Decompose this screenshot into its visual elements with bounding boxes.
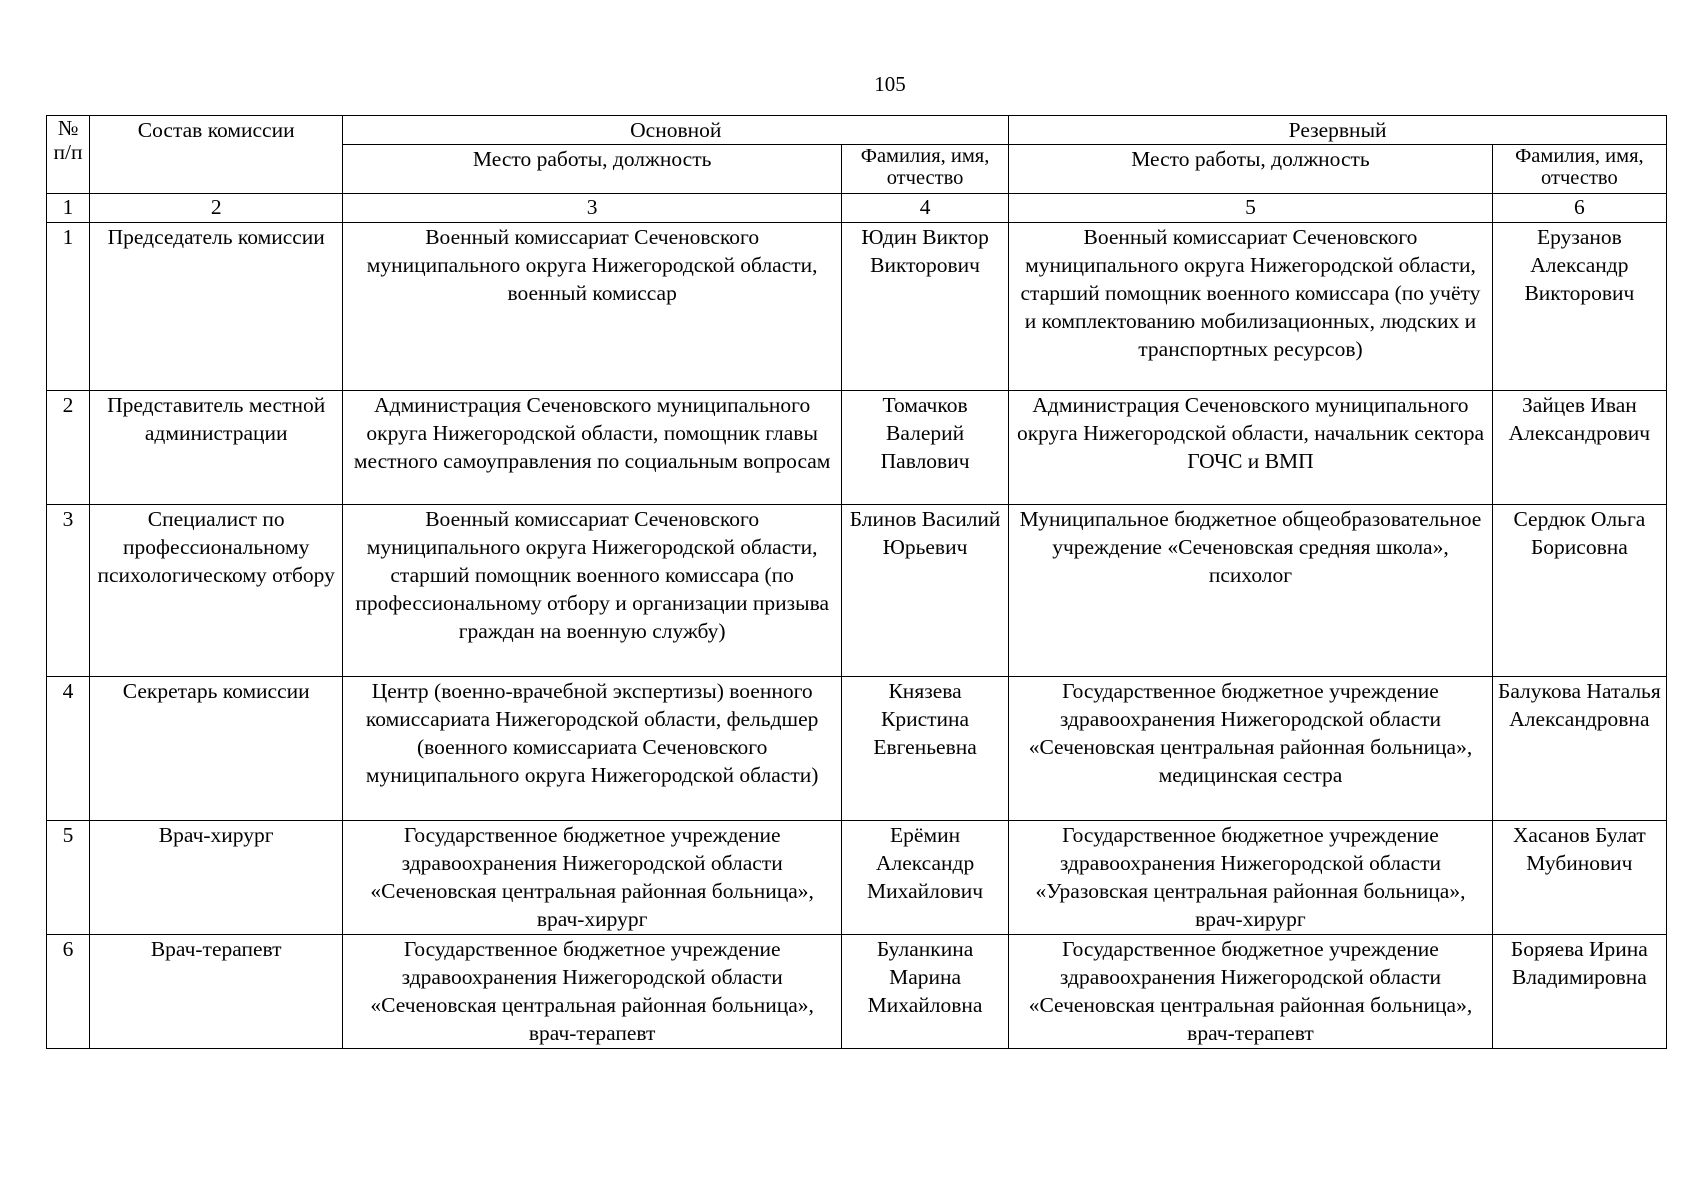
row-main-workplace: Администрация Сеченовского муниципального округа Нижегородской области, помощник главы местного самоуправления по социальным вопросам: [343, 391, 842, 505]
table-row: [47, 821, 1667, 935]
header-composition: Состав комиссии: [90, 116, 343, 194]
row-main-workplace: Военный комиссариат Сеченовского муниципального округа Нижегородской области, военный комиссар: [343, 223, 842, 391]
row-main-fio: Буланкина Марина Михайловна: [841, 935, 1008, 1049]
row-reserve-fio: Боряева Ирина Владимировна: [1492, 935, 1666, 1049]
row-num: 6: [47, 935, 90, 1049]
header-reserve-workplace: Место работы, должность: [1009, 145, 1493, 194]
row-main-fio: Ерёмин Александр Михайлович: [841, 821, 1008, 935]
row-reserve-workplace: Муниципальное бюджетное общеобразовательное учреждение «Сеченовская средняя школа», психолог: [1009, 505, 1493, 677]
table-row: [47, 505, 1667, 677]
row-reserve-workplace: Администрация Сеченовского муниципального округа Нижегородской области, начальник сектора ГОЧС и ВМП: [1009, 391, 1493, 505]
row-main-workplace: Центр (военно-врачебной экспертизы) военного комиссариата Нижегородской области, фельдшер (военного комиссариата Сеченовского муниципального округа Нижегородской области): [343, 677, 842, 821]
row-reserve-fio: Зайцев Иван Александрович: [1492, 391, 1666, 505]
column-number: 2: [90, 194, 343, 223]
page-number: 105: [874, 72, 906, 96]
row-reserve-workplace: Государственное бюджетное учреждение здравоохранения Нижегородской области «Уразовская центральная районная больница», врач-хирург: [1009, 821, 1493, 935]
row-role: Председатель комиссии: [90, 223, 343, 391]
row-role: Врач-терапевт: [90, 935, 343, 1049]
row-reserve-fio: Хасанов Булат Мубинович: [1492, 821, 1666, 935]
commission-table: [46, 115, 1667, 1049]
row-role: Специалист по профессиональному психологическому отбору: [90, 505, 343, 677]
row-num: 4: [47, 677, 90, 821]
row-main-workplace: Государственное бюджетное учреждение здравоохранения Нижегородской области «Сеченовская центральная районная больница», врач-терапевт: [343, 935, 842, 1049]
column-number: 4: [841, 194, 1008, 223]
row-reserve-fio: Ерузанов Александр Викторович: [1492, 223, 1666, 391]
row-main-fio: Блинов Василий Юрьевич: [841, 505, 1008, 677]
row-reserve-workplace: Военный комиссариат Сеченовского муниципального округа Нижегородской области, старший помощник военного комиссара (по учёту и комплектованию мобилизационных, людских и транспортных ресурсов): [1009, 223, 1493, 391]
row-num: 2: [47, 391, 90, 505]
header-main-workplace: Место работы, должность: [343, 145, 842, 194]
table-row: [47, 223, 1667, 391]
row-main-fio: Томачков Валерий Павлович: [841, 391, 1008, 505]
header-main-fio: Фамилия, имя, отчество: [841, 145, 1008, 194]
column-number: 1: [47, 194, 90, 223]
row-role: Представитель местной администрации: [90, 391, 343, 505]
header-reserve-group: Резервный: [1009, 116, 1667, 145]
row-main-workplace: Государственное бюджетное учреждение здравоохранения Нижегородской области «Сеченовская центральная районная больница», врач-хирург: [343, 821, 842, 935]
row-reserve-fio: Балукова Наталья Александровна: [1492, 677, 1666, 821]
row-num: 1: [47, 223, 90, 391]
header-reserve-fio: Фамилия, имя, отчество: [1492, 145, 1666, 194]
row-main-fio: Юдин Виктор Викторович: [841, 223, 1008, 391]
column-number-row: [47, 194, 1667, 223]
column-number: 5: [1009, 194, 1493, 223]
column-number: 6: [1492, 194, 1666, 223]
row-num: 5: [47, 821, 90, 935]
row-reserve-fio: Сердюк Ольга Борисовна: [1492, 505, 1666, 677]
header-row-groups: [47, 116, 1667, 145]
header-num: № п/п: [47, 116, 90, 194]
table-row: [47, 935, 1667, 1049]
column-number: 3: [343, 194, 842, 223]
row-role: Секретарь комиссии: [90, 677, 343, 821]
header-main-group: Основной: [343, 116, 1009, 145]
table-row: [47, 677, 1667, 821]
row-main-workplace: Военный комиссариат Сеченовского муниципального округа Нижегородской области, старший помощник военного комиссара (по профессиональному отбору и организации призыва граждан на военную службу): [343, 505, 842, 677]
row-main-fio: Князева Кристина Евгеньевна: [841, 677, 1008, 821]
row-reserve-workplace: Государственное бюджетное учреждение здравоохранения Нижегородской области «Сеченовская центральная районная больница», медицинская сестра: [1009, 677, 1493, 821]
row-num: 3: [47, 505, 90, 677]
row-role: Врач-хирург: [90, 821, 343, 935]
table-row: [47, 391, 1667, 505]
row-reserve-workplace: Государственное бюджетное учреждение здравоохранения Нижегородской области «Сеченовская центральная районная больница», врач-терапевт: [1009, 935, 1493, 1049]
